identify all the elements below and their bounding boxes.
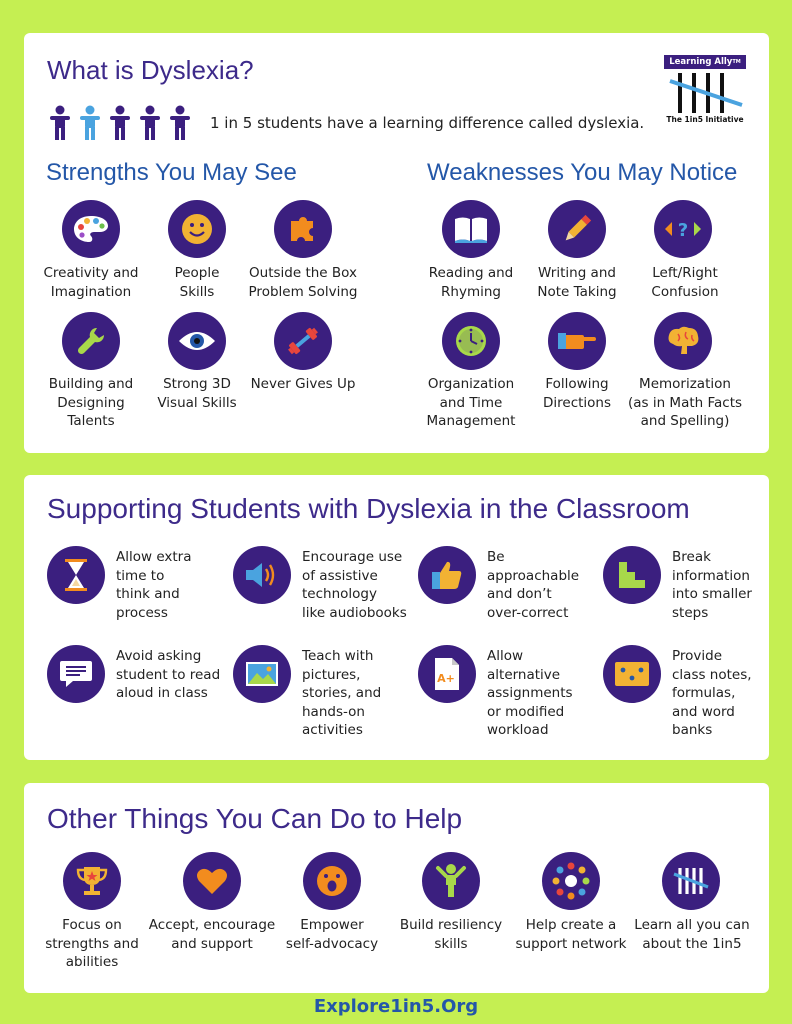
network-icon	[542, 852, 600, 910]
classroom-label: Avoid asking student to read aloud in class	[116, 648, 221, 701]
help-label: Accept, encourage and support	[148, 917, 276, 952]
classroom-label: Provide class notes, formulas, and word banks	[672, 648, 752, 738]
graded-paper-icon	[418, 645, 476, 703]
strength-label: Never Gives Up	[250, 376, 356, 392]
classroom-label: Break information into smaller steps	[672, 549, 752, 621]
classroom-label: Allow alternative assignments or modified workload	[487, 648, 573, 738]
shouting-face-icon	[303, 852, 361, 910]
weakness-label: Following Directions	[542, 376, 612, 411]
speaker-icon	[233, 546, 291, 604]
dumbbell-icon	[274, 312, 332, 370]
person-icon	[422, 852, 480, 910]
trophy-icon	[63, 852, 121, 910]
pointing-hand-icon	[548, 312, 606, 370]
classroom-label: Encourage use of assistive technology like audiobooks	[302, 549, 407, 621]
pencil-icon	[548, 200, 606, 258]
logo-caption: The 1in5 Initiative	[666, 115, 744, 124]
weakness-label: Organization and Time Management	[426, 376, 516, 429]
help-label: Empower self-advocacy	[285, 917, 379, 952]
thumbs-up-icon	[418, 546, 476, 604]
notes-board-icon	[603, 645, 661, 703]
help-label: Focus on strengths and abilities	[45, 917, 139, 970]
weakness-label: Memorization (as in Math Facts and Spelling)	[627, 376, 743, 429]
tally-icon	[662, 852, 720, 910]
stairs-icon	[603, 546, 661, 604]
people-row	[48, 105, 198, 141]
help-label: Learn all you can about the 1in5	[634, 917, 750, 952]
weakness-label: Left/Right Confusion	[651, 265, 719, 300]
weakness-label: Reading and Rhyming	[428, 265, 514, 300]
hourglass-icon	[47, 546, 105, 604]
logo-brand	[664, 55, 746, 69]
svg-text:A+: A+	[437, 672, 455, 685]
classroom-label: Be approachable and don’t over-correct	[487, 549, 580, 621]
brain-icon	[654, 312, 712, 370]
heart-icon	[183, 852, 241, 910]
logo	[664, 55, 748, 127]
weaknesses-heading: Weaknesses You May Notice	[427, 159, 738, 186]
footer-link[interactable]: Explore1in5.Org	[313, 996, 479, 1017]
strength-label: People Skills	[174, 265, 220, 300]
strength-label: Building and Designing Talents	[48, 376, 134, 429]
svg-text:?: ?	[677, 220, 689, 241]
strength-label: Outside the Box Problem Solving	[248, 265, 358, 300]
other-help-card	[24, 783, 769, 993]
logo-brand-text: Learning Ally	[669, 57, 733, 67]
palette-icon	[62, 200, 120, 258]
people-icon	[48, 105, 198, 141]
classroom-card	[24, 475, 769, 760]
strengths-heading: Strengths You May See	[46, 159, 297, 186]
classroom-label: Teach with pictures, stories, and hands-on activities	[302, 648, 382, 738]
picture-icon	[233, 645, 291, 703]
logo-tm: TM	[732, 59, 741, 65]
classroom-label: Allow extra time to think and process	[116, 549, 192, 621]
speech-bubble-icon	[47, 645, 105, 703]
strength-label: Creativity and Imagination	[43, 265, 139, 300]
book-icon	[442, 200, 500, 258]
arrows-question-icon	[654, 200, 712, 258]
help-label: Build resiliency skills	[399, 917, 503, 952]
strength-label: Strong 3D Visual Skills	[157, 376, 237, 411]
smiley-icon	[168, 200, 226, 258]
help-label: Help create a support network	[515, 917, 627, 952]
stat-text: 1 in 5 students have a learning difference called dyslexia.	[210, 114, 645, 132]
classroom-heading: Supporting Students with Dyslexia in the Classroom	[47, 493, 690, 524]
what-is-dyslexia-card	[24, 33, 769, 453]
weakness-label: Writing and Note Taking	[537, 265, 617, 300]
tally-marks-icon	[668, 71, 744, 115]
wrench-icon	[62, 312, 120, 370]
puzzle-icon	[274, 200, 332, 258]
other-heading: Other Things You Can Do to Help	[47, 803, 463, 834]
clock-icon	[442, 312, 500, 370]
eye-icon	[168, 312, 226, 370]
page-title: What is Dyslexia?	[47, 55, 254, 85]
